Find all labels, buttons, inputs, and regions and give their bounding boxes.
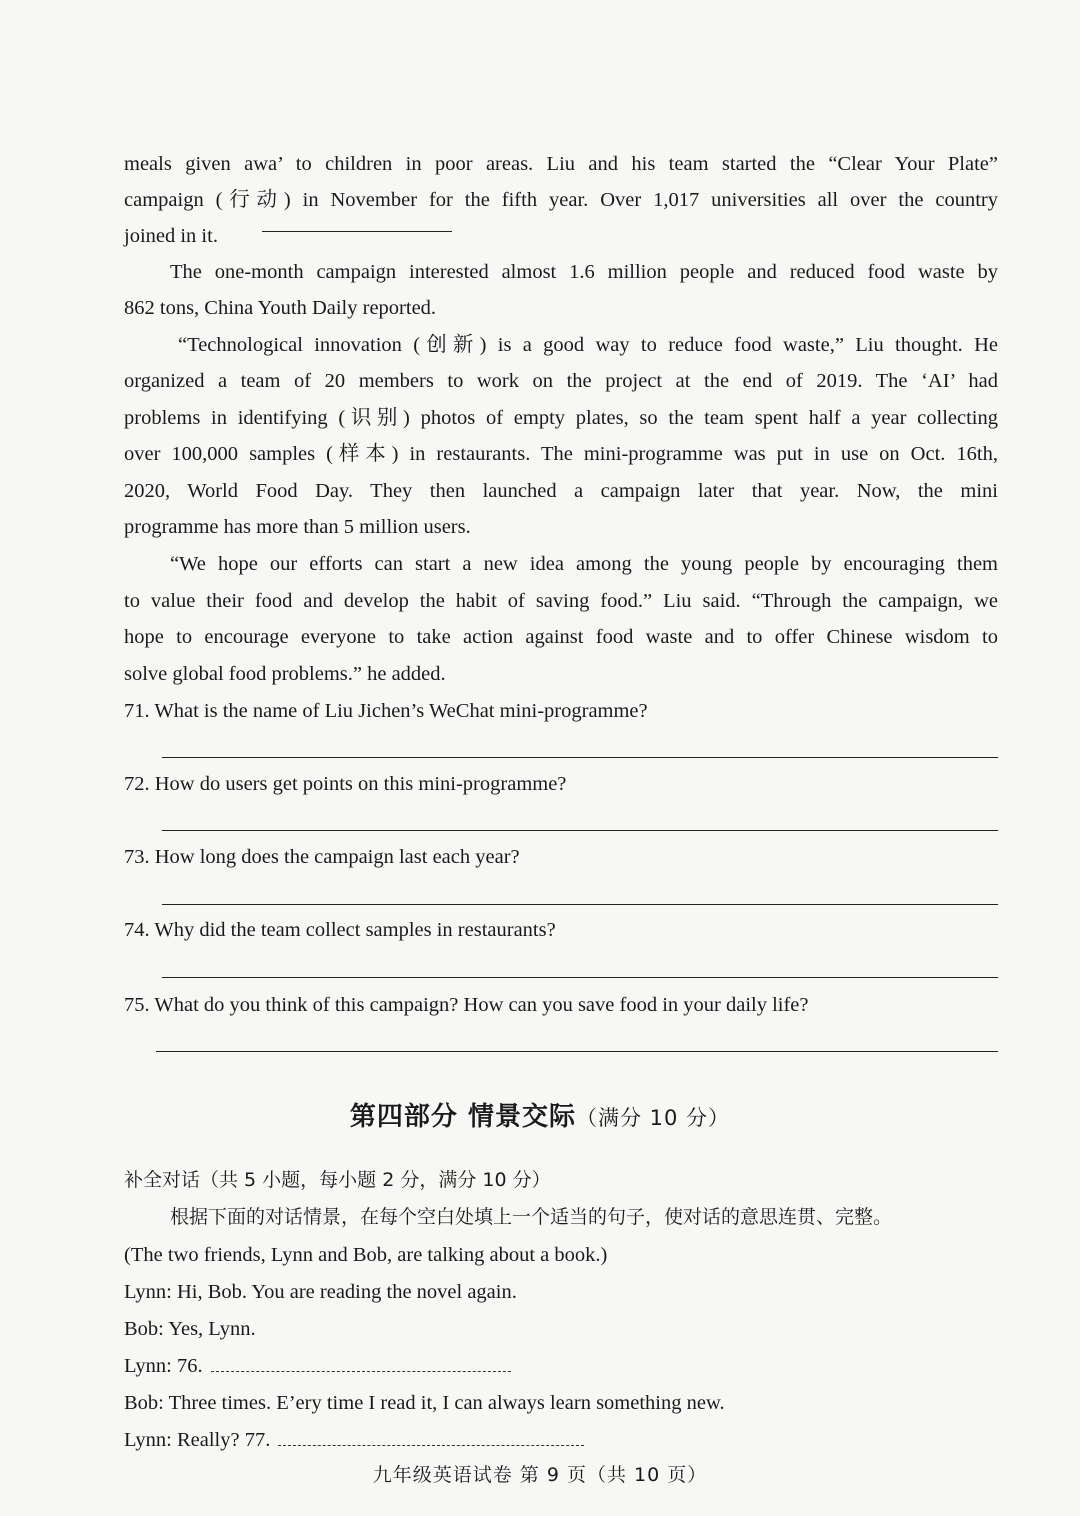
passage-line: over 100,000 samples (样本) in restaurants. The mini-programme was put in use on Oct. 16th, [124,443,998,465]
blank-77[interactable] [278,1443,584,1446]
underline-mark [262,231,452,232]
dialogue-text: Lynn: 76. [124,1355,203,1377]
passage-line: The one-month campaign interested almost 1.6 million people and reduced food waste by [170,261,998,283]
passage-line: 862 tons, China Youth Daily reported. [124,297,437,319]
question-74: 74. Why did the team collect samples in restaurants? [124,919,556,941]
passage-line: “Technological innovation (创新) is a good way to reduce food waste,” Liu thought. He [178,334,998,356]
passage-line: solve global food problems.” he added. [124,663,446,685]
section-title: 第四部分 情景交际 [349,1102,576,1132]
answer-line-75[interactable] [156,1051,998,1052]
answer-line-74[interactable] [162,977,998,978]
passage-line: problems in identifying (识别) photos of empty plates, so the team spent half a year collecting [124,407,998,429]
passage-line: programme has more than 5 million users. [124,516,471,538]
section-score: （满分 10 分） [575,1106,731,1130]
dialogue-line [124,1356,511,1377]
dialogue-context: (The two friends, Lynn and Bob, are talking about a book.) [124,1244,608,1266]
section-direction: 根据下面的对话情景，在每个空白处填上一个适当的句子，使对话的意思连贯、完整。 [170,1206,893,1228]
passage-line: 2020, World Food Day. They then launched a campaign later that year. Now, the mini [124,480,998,502]
passage-line [124,226,218,247]
passage-line: meals given awa’ to children in poor areas. Liu and his team started the “Clear Your Plate” [124,153,998,175]
passage-line: to value their food and develop the habit of saving food.” Liu said. “Through the campaign, we [124,590,998,612]
dialogue-text: Lynn: Really? 77. [124,1429,271,1451]
passage-line: campaign (行动) in November for the fifth year. Over 1,017 universities all over the country [124,189,998,211]
passage-line: organized a team of 20 members to work on the project at the end of 2019. The ‘AI’ had [124,370,998,392]
section-heading [0,1096,1080,1133]
passage-line: “We hope our efforts can start a new idea among the young people by encouraging them [170,553,998,575]
passage-line: hope to encourage everyone to take action against food waste and to offer Chinese wisdom to [124,626,998,648]
answer-line-71[interactable] [162,757,998,758]
dialogue-line [124,1430,584,1451]
answer-line-73[interactable] [162,904,998,905]
passage-text: joined in it. [124,225,218,247]
question-71: 71. What is the name of Liu Jichen’s WeChat mini-programme? [124,700,648,722]
blank-76[interactable] [211,1369,511,1372]
page-footer: 九年级英语试卷 第 9 页（共 10 页） [372,1464,708,1486]
section-instruction: 补全对话（共 5 小题，每小题 2 分，满分 10 分） [124,1169,551,1191]
question-73: 73. How long does the campaign last each year? [124,846,520,868]
question-75: 75. What do you think of this campaign? How can you save food in your daily life? [124,994,809,1016]
dialogue-line: Bob: Yes, Lynn. [124,1318,256,1340]
dialogue-line: Lynn: Hi, Bob. You are reading the novel again. [124,1281,517,1303]
answer-line-72[interactable] [162,830,998,831]
question-72: 72. How do users get points on this mini-programme? [124,773,567,795]
dialogue-line: Bob: Three times. E’ery time I read it, I can always learn something new. [124,1392,725,1414]
